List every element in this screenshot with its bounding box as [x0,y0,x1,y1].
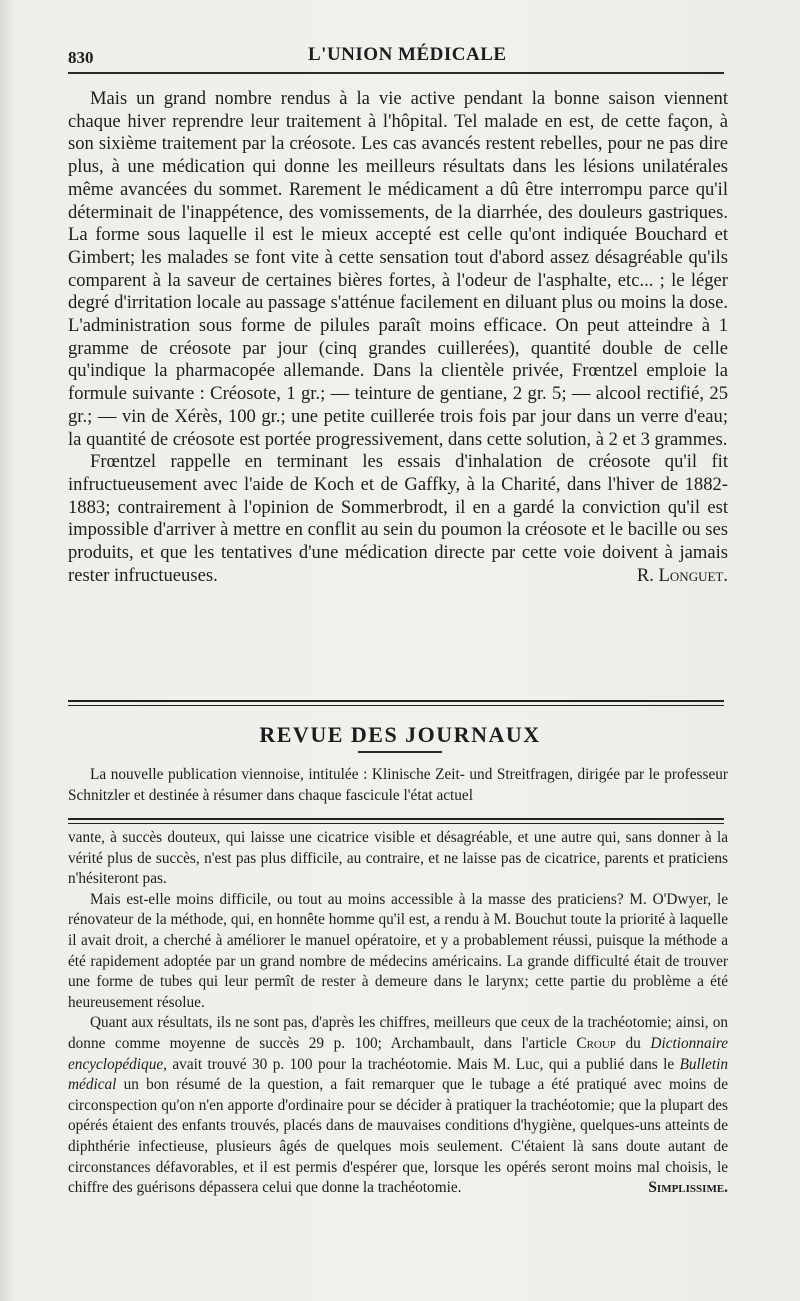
column-break-rule [68,818,724,824]
review-intro [68,765,728,806]
header-rule [68,72,724,74]
review-paragraph: Mais est-elle moins difficile, ou tout au moins accessible à la masse des praticiens? M. O'Dwyer, le rénovateur de la méthode, qui, en honnête homme qu'il est, a rendu à M. Bouchut toute la priorité à laquelle il avait droit, a cherché à améliorer le manuel opératoire, et y a probablement réussi, puisque la méthode a été rapidement adoptée par un grand nombre de médecins américains. La grande difficulté était de trouver une forme de tubes qui leur permît de rester à demeure dans le larynx; cette partie du problème a été heureusement résolue. [68,890,728,1011]
review-paragraph [68,1013,728,1198]
review-text: Quant aux résultats, ils ne sont pas, d'après les chiffres, meilleurs que ceux de la trachéotomie; ainsi, on donne comme moyenne de succès 29 p. 100; Archambault, dans l'article [68,1014,728,1052]
review-text: , avait trouvé 30 p. 100 pour la trachéotomie. Mais M. Luc, qui a publié dans le [163,1055,675,1073]
section-title: REVUE DES JOURNAUX [259,722,541,747]
article-body [68,88,728,587]
review-croup: Croup [576,1034,616,1052]
running-title: L'UNION MÉDICALE [308,44,507,65]
article-paragraph: Mais un grand nombre rendus à la vie active pendant la bonne saison viennent chaque hiver reprendre leur traitement à l'hôpital. Tel malade en est, de cette façon, à son sixième traitement par la créosote. Les cas avancés restent rebelles, pour ne pas dire plus, à une médication qui donne les meilleurs résultats dans les lésions unilatérales même avancées du sommet. Rarement le médicament a dû être interrompu parce qu'il déterminait de l'inappétence, des vomissements, de la diarrhée, des douleurs gastriques. La forme sous laquelle il est le mieux accepté est celle qu'ont indiquée Bouchard et Gimbert; les malades se font vite à cette sensation tout d'abord assez désagréable qu'ils comparent à la saveur de certaines bières fortes, à l'odeur de l'asphalte, etc... ; le léger degré d'irritation locale au passage s'atténue facilement en diluant plus ou moins la dose. L'administration sous forme de pilules paraît moins efficace. On peut atteindre à 1 gramme de créosote par jour (cinq grandes cuillerées), quantité double de celle qu'indique la pharmacopée allemande. Dans la clientèle privée, Frœntzel emploie la formule suivante : Créosote, 1 gr.; — teinture de gentiane, 2 gr. 5; — alcool rectifié, 25 gr.; — vin de Xérès, 100 gr.; une petite cuillerée trois fois par jour dans un verre d'eau; la quantité de créosote est portée progressivement, dans cette solution, à 2 et 3 grammes. [68,88,728,450]
review-intro-text [68,765,728,806]
review-paragraph: vante, à succès douteux, qui laisse une cicatrice visible et désagréable, et une autre qui, sans donner à la vérité plus de succès, n'est pas plus difficile, au contraire, et ne laisse pas de cicatrice, parents et praticiens n'hésiteront pas. [68,829,728,888]
page-header [68,42,724,76]
review-intro-span: La nouvelle publication viennoise, intitulée : Klinische Zeit- und Streitfragen, dirigée par le professeur Schnitzler et destinée à résumer dans chaque fascicule l'état actuel [68,766,728,804]
review-dictionary-title: Dictionnaire encyclopédique [68,1034,729,1073]
review-bulletin-title: Bulletin médical [68,1055,728,1094]
review-signature: Simplissime. [648,1179,728,1197]
article-paragraph: Frœntzel rappelle en terminant les essais d'inhalation de créosote qu'il fit infructueusement avec l'aide de Koch et de Gaffky, à la Charité, dans l'hiver de 1882-1883; contrairement à l'opinion de Sommerbrodt, il en a gardé la conviction qu'il est impossible d'arriver à mettre en conflit au sein du poumon la créosote et le bacille ou ses produits, et que les tentatives d'une médication directe par cette voie doivent à jamais rester infructueuses. [68,451,728,586]
section-divider [68,700,724,706]
review-text: du [625,1034,641,1052]
review-body [68,828,728,1199]
article-signature: R. Longuet. [636,564,728,586]
section-title-underline [358,751,442,753]
review-text: un bon résumé de la question, a fait remarquer que le tubage a été pratiqué avec moins de circonspection qu'on n'en apporte d'ordinaire pour se décider à pratiquer la trachéotomie; que la plupart des opérés étaient des enfants trouvés, placés dans de mauvaises conditions d'hygiène, quelques-uns atteints de diphthérie infectieuse, plusieurs âgés de quelques mois seulement. C'étaient là sans doute autant de circonstances défavorables, et il est permis d'espérer que, lorsque les opérés seront moins mal choisis, le chiffre des guérisons dépassera celui que donne la trachéotomie. [68,1076,728,1197]
page-number: 830 [68,48,94,67]
